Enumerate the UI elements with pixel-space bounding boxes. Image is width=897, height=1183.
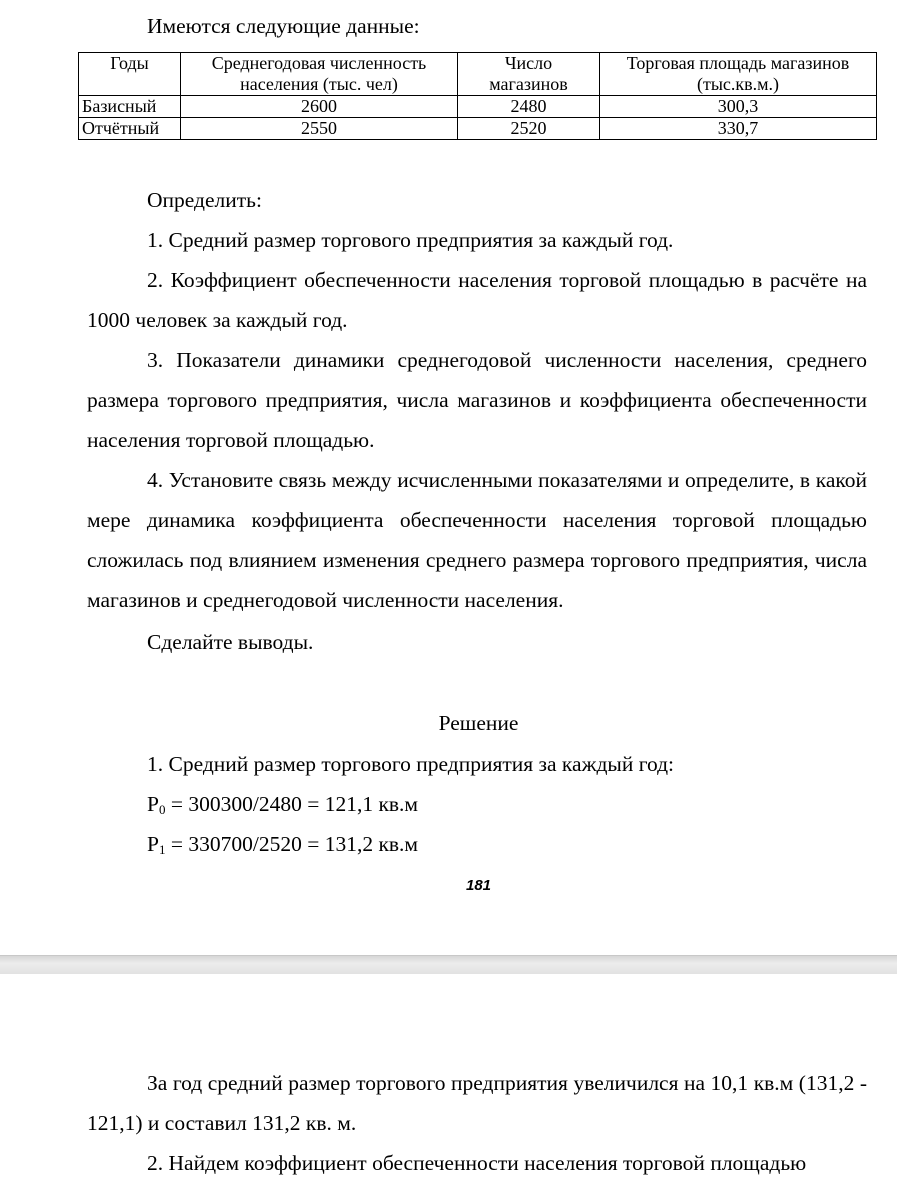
- table-cell: 2520: [458, 118, 600, 140]
- table-header-row: [79, 53, 877, 96]
- task-item-4: 4. Установите связь между исчисленными показателями и определите, в какой мере динамика коэффициента обеспеченности населения торговой площадью сложилась под влиянием изменения среднего размера торгового предприятия, числа магазинов и среднегодовой численности населения.: [87, 468, 867, 612]
- solution-step-1: 1. Средний размер торгового предприятия за каждый год:: [147, 752, 675, 776]
- conclusion-text: Сделайте выводы.: [147, 630, 314, 654]
- formula-p1: $P_1 = 330700/2520 = 131,2$ кв.м: [147, 832, 419, 857]
- table-row: [79, 118, 877, 140]
- table-cell: 2480: [458, 96, 600, 118]
- next-page-cut-line: 2. Найдем коэффициент обеспеченности населения торговой площадью: [147, 1151, 807, 1175]
- intro-text: Имеются следующие данные:: [147, 14, 420, 38]
- task-item-2: 2. Коэффициент обеспеченности населения торговой площадью в расчёте на 1000 человек за каждый год.: [87, 268, 867, 332]
- header-stores: Число магазинов: [458, 53, 600, 96]
- task-item-3: 3. Показатели динамики среднегодовой численности населения, среднего размера торгового предприятия, числа магазинов и коэффициента обеспеченности населения торговой площадью.: [87, 348, 867, 452]
- data-table: [78, 52, 877, 140]
- table-cell: 330,7: [600, 118, 877, 140]
- header-population: Среднегодовая численность населения (тыс. чел): [181, 53, 458, 96]
- solution-heading: Решение: [438, 711, 519, 735]
- table-cell: 2600: [181, 96, 458, 118]
- table-cell: Отчётный: [79, 118, 181, 140]
- header-years: Годы: [79, 53, 181, 96]
- table-row: [79, 96, 877, 118]
- task-item-1: 1. Средний размер торгового предприятия за каждый год.: [147, 228, 674, 252]
- header-area: Торговая площадь магазинов (тыс.кв.м.): [600, 53, 877, 96]
- table-cell: 2550: [181, 118, 458, 140]
- page-number: 181: [465, 877, 492, 894]
- table-cell: Базисный: [79, 96, 181, 118]
- page-separator: [0, 955, 897, 974]
- next-page-paragraph: За год средний размер торгового предприятия увеличился на 10,1 кв.м (131,2 - 121,1) и составил 131,2 кв. м.: [87, 1071, 867, 1135]
- formula-p0: $P_0 = 300300/2480 = 121,1$ кв.м: [147, 792, 419, 817]
- task-heading: Определить:: [147, 188, 262, 212]
- table-cell: 300,3: [600, 96, 877, 118]
